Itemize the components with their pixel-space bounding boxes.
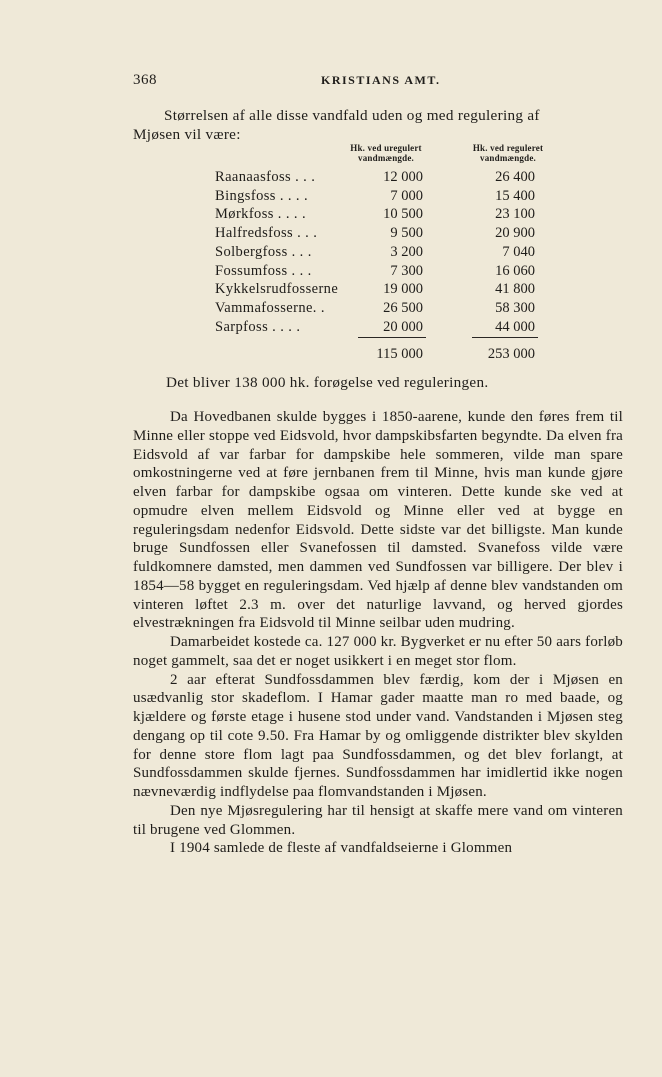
- regulated-value: 41 800: [495, 281, 535, 298]
- waterfall-name: Sarpfoss . . . .: [215, 318, 301, 335]
- intro-sentence: [133, 106, 623, 144]
- unregulated-value: 20 000: [383, 318, 423, 335]
- table-row: [215, 299, 555, 317]
- paragraph: I 1904 samlede de fleste af vandfaldseierne i Glommen: [170, 840, 513, 857]
- regulated-value: 23 100: [495, 206, 535, 223]
- waterfall-name: Halfredsfoss . . .: [215, 225, 318, 242]
- table-row: [215, 262, 555, 280]
- page-number: 368: [133, 72, 157, 88]
- table-row: [215, 187, 555, 205]
- table-row: [215, 243, 555, 261]
- intro-line-1: Størrelsen af alle disse vandfald uden og med regulering af: [164, 107, 540, 124]
- unregulated-value: 19 000: [383, 281, 423, 298]
- table-totals: [215, 345, 555, 363]
- paragraph: Da Hovedbanen skulde bygges i 1850-aarene, kunde den føres frem til Minne eller stoppe ved Eidsvold, hvor dampskibsfarten begyndte. Da elven fra Eidsvold af var farbar for dampskibe hele sommeren, vilde man spare omkostningerne ved at føre jernbanen frem til Minne, hvis man kunde gjøre elven farbar for dampskibe ogsaa om vinteren. Dette kunde ske ved at opmudre elven mellem Eidsvold og Minne eller ved at bygge en reguleringsdam nedenfor Eidsvold. Dette sidste var det billigste. Man kunde bruge Sundfossen eller Svanefossen til damsted. Svanefoss vilde være fuldkomnere damsted, men dammen ved Sundfossen var billigere. Der blev i 1854—58 bygget en reguleringsdam. Ved hjælp af denne blev vandstanden om vinteren løftet 2.3 m. over det naturlige lavvand, og herved gjordes elvestrækningen fra Eidsvold til Minne seilbar uden mudring.: [133, 409, 623, 632]
- regulated-value: 58 300: [495, 299, 535, 316]
- total-unregulated: 115 000: [376, 346, 423, 362]
- waterfall-name: Solbergfoss . . .: [215, 243, 312, 260]
- paragraph: 2 aar efterat Sundfossdammen blev færdig, kom der i Mjøsen en usædvanlig stor skadeflom. I Hamar gader maatte man ro med baade, og kjældere og første etage i husene stod under vand. Vandstanden i Mjøsen steg dengang op til cote 9.50. Fra Hamar by og omliggende distrikter blev skylden for denne store flom lagt paa Sundfossdammen, og det blev forlangt, at Sundfossdammen skulde fjernes. Sundfossdammen har imidlertid ikke nogen nævneværdig indflydelse paa flomvandstanden i Mjøsen.: [133, 671, 623, 800]
- regulated-value: 20 900: [495, 225, 535, 242]
- regulated-value: 7 040: [502, 243, 535, 260]
- waterfall-name: Vammafosserne. .: [215, 299, 325, 316]
- increase-statement: Det bliver 138 000 hk. forøgelse ved reguleringen.: [166, 374, 489, 391]
- regulated-value: 15 400: [495, 187, 535, 204]
- body-text: [133, 408, 623, 858]
- sum-rule-unregulated: [358, 337, 426, 338]
- unregulated-value: 26 500: [383, 299, 423, 316]
- table-row: [215, 224, 555, 242]
- unregulated-value: 7 300: [390, 262, 423, 279]
- waterfall-name: Kykkelsrudfosserne: [215, 281, 339, 298]
- waterfall-name: Fossumfoss . . .: [215, 262, 312, 279]
- sum-rule-regulated: [472, 337, 538, 338]
- waterfall-name: Raanaasfoss . . .: [215, 169, 316, 185]
- table-row: [215, 318, 555, 336]
- total-regulated: 253 000: [487, 346, 535, 362]
- table-row: [215, 205, 555, 223]
- column-header-unregulated: Hk. ved uregulert vandmængde.: [350, 143, 422, 163]
- table-row: [215, 280, 555, 298]
- paragraph: Den nye Mjøsregulering har til hensigt at skaffe mere vand om vinteren til brugene ved Glommen.: [133, 802, 623, 838]
- unregulated-value: 9 500: [390, 225, 423, 242]
- regulated-value: 26 400: [495, 169, 535, 185]
- column-header-regulated: Hk. ved reguleret vandmængde.: [472, 143, 544, 163]
- table-row: [215, 168, 555, 186]
- intro-line-2: Mjøsen vil være:: [133, 126, 241, 143]
- waterfall-name: Mørkfoss . . . .: [215, 206, 306, 223]
- regulated-value: 16 060: [495, 262, 535, 279]
- paragraph: Damarbeidet kostede ca. 127 000 kr. Bygverket er nu efter 50 aars forløb noget gammelt, saa det er noget usikkert i en meget stor flom.: [133, 634, 623, 669]
- unregulated-value: 3 200: [390, 243, 423, 260]
- unregulated-value: 7 000: [390, 187, 423, 204]
- page-header: [133, 72, 623, 92]
- running-head: KRISTIANS AMT.: [321, 73, 441, 87]
- regulated-value: 44 000: [495, 318, 535, 335]
- unregulated-value: 12 000: [383, 169, 423, 185]
- waterfall-name: Bingsfoss . . . .: [215, 187, 309, 204]
- unregulated-value: 10 500: [383, 206, 423, 223]
